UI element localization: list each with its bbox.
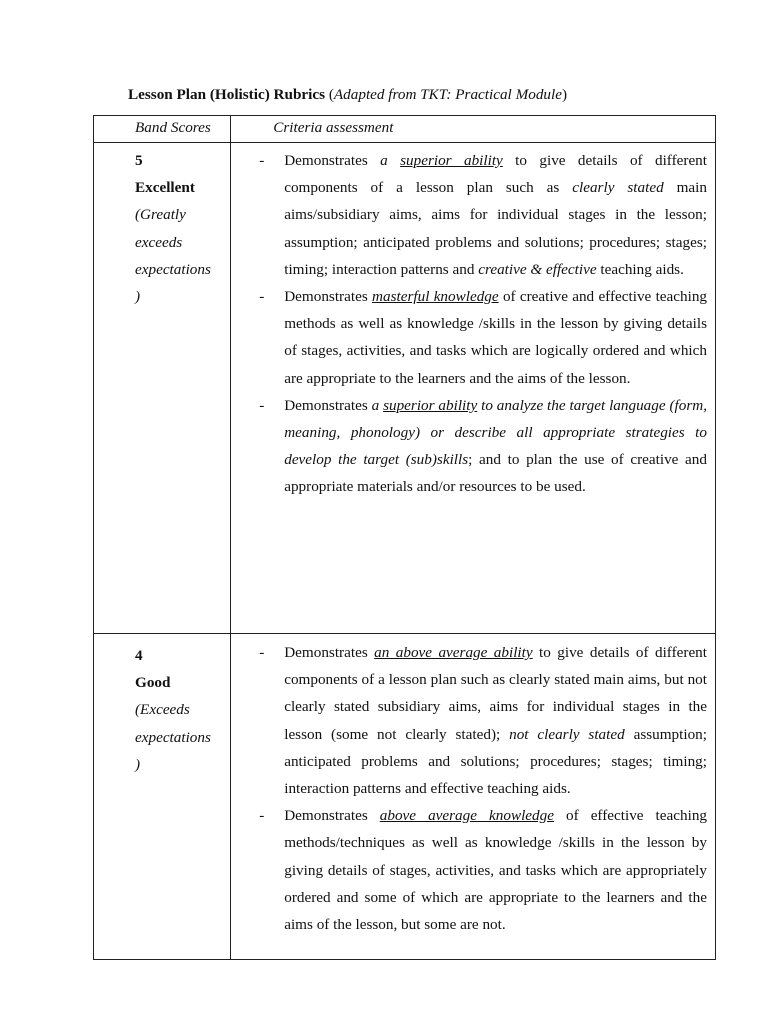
criteria-text: to give details of different components of a lesson plan such as clearly stated main aims, but not clearly stated subsidiary aims, aims for individual stages in the lesson (some not clearly stated);	[284, 644, 708, 743]
band-desc-line: exceeds	[135, 233, 183, 251]
header-band-cell	[94, 116, 231, 143]
criteria-text: Demonstrates	[284, 152, 381, 169]
band-desc-line: )	[135, 755, 141, 773]
title-main: Lesson Plan (Holistic) Rubrics	[128, 86, 326, 103]
document-title	[128, 86, 567, 104]
criteria-item	[231, 802, 707, 938]
criteria-italic: to analyze the target language (form, meaning, phonology) or describe all appropriate strategies to develop the target (sub)skills	[284, 396, 708, 469]
band-score: 5	[135, 152, 143, 169]
title-open-paren: (	[325, 86, 334, 103]
criteria-italic: not clearly stated	[509, 725, 625, 743]
header-band-scores: Band Scores	[135, 119, 211, 136]
criteria-emphasis: an above average ability	[374, 644, 533, 661]
criteria-emphasis: above average knowledge	[379, 807, 554, 825]
band-cell-5	[94, 143, 231, 634]
band-score: 4	[135, 647, 143, 664]
criteria-italic: clearly stated	[572, 179, 664, 197]
rubric-table	[93, 115, 716, 960]
band-desc-line: )	[135, 288, 141, 306]
criteria-text: assumption; anticipated problems and solutions; procedures; stages; timing; interaction patterns and effective teaching aids.	[284, 725, 707, 798]
bullet-dash: -	[259, 644, 265, 661]
table-row-band-5	[94, 143, 716, 634]
bullet-dash: -	[259, 396, 265, 414]
table-row-band-4	[94, 634, 716, 960]
band-name: Good	[135, 674, 171, 692]
criteria-text: of creative and effective teaching methods as well as knowledge /skills in the lesson by giving details of stages, activities, and tasks which are logically ordered and which are appropriate to the learners and the aims of the lesson.	[284, 288, 708, 387]
criteria-text: Demonstrates	[284, 396, 372, 414]
criteria-list	[231, 634, 707, 938]
criteria-italic: a	[371, 396, 384, 414]
band-desc-line: (Greatly	[135, 206, 186, 224]
band-desc-line: expectations	[135, 728, 211, 746]
criteria-emphasis: masterful knowledge	[372, 288, 499, 306]
criteria-text: to give details of different components of a lesson plan such as	[284, 152, 707, 197]
band-cell-4	[94, 634, 231, 960]
criteria-italic: a	[380, 152, 401, 169]
band-desc-line: expectations	[135, 260, 211, 278]
criteria-text: ; and to plan the use of creative and appropriate materials and/or resources to be used.	[284, 451, 707, 496]
criteria-item	[231, 283, 707, 392]
criteria-text: Demonstrates	[284, 288, 373, 306]
criteria-emphasis: superior ability	[400, 152, 503, 169]
criteria-text: Demonstrates	[284, 644, 375, 661]
criteria-text: main aims/subsidiary aims, aims for individual stages in the lesson; assumption; anticipated problems and solutions; procedures; stages; timing; interaction patterns and	[284, 179, 707, 278]
bullet-dash: -	[259, 807, 265, 825]
criteria-list	[231, 146, 707, 501]
criteria-cell-5	[231, 143, 716, 634]
criteria-item	[231, 147, 707, 283]
criteria-item	[231, 639, 707, 802]
band-desc-line: (Exceeds	[135, 701, 190, 719]
header-row	[94, 116, 716, 143]
criteria-text: Demonstrates	[284, 807, 380, 825]
bullet-dash: -	[259, 288, 265, 306]
criteria-cell-4	[231, 634, 716, 960]
criteria-text: of effective teaching methods/techniques as well as knowledge /skills in the lesson by giving details of stages, activities, and tasks which are appropriately ordered and some of which are appropriate to the learners and the aims of the lesson, but some are not.	[284, 807, 708, 934]
bullet-dash: -	[259, 152, 265, 169]
criteria-text: teaching aids.	[596, 260, 684, 278]
criteria-emphasis: superior ability	[383, 396, 478, 414]
title-source: Adapted from TKT: Practical Module	[333, 86, 562, 103]
header-criteria-assessment: Criteria assessment	[273, 119, 394, 136]
band-name: Excellent	[135, 179, 195, 197]
criteria-item	[231, 392, 707, 501]
criteria-italic: creative & effective	[478, 260, 597, 278]
header-criteria-cell	[231, 116, 716, 143]
title-close-paren: )	[561, 86, 568, 103]
